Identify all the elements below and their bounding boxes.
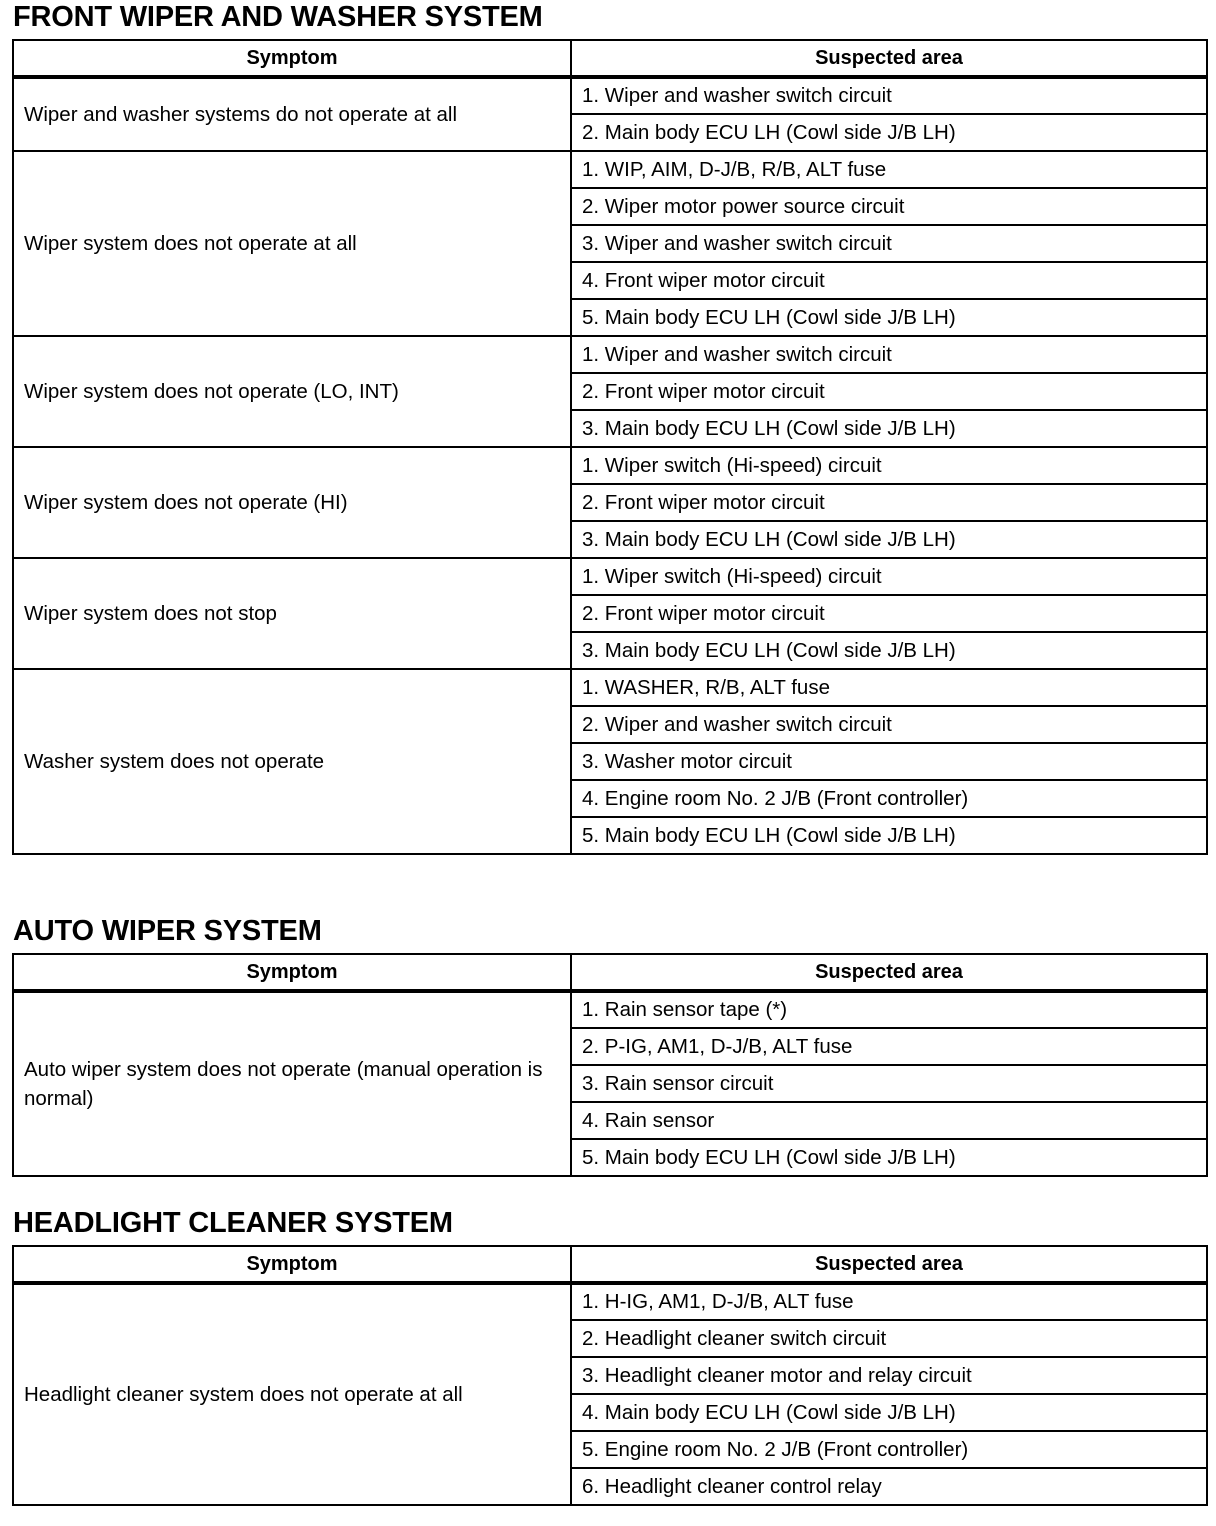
suspected-area-cell: 1. WIP, AIM, D-J/B, R/B, ALT fuse (571, 151, 1207, 188)
front-wiper-table (12, 39, 1208, 855)
suspected-area-cell: 2. Headlight cleaner switch circuit (571, 1320, 1207, 1357)
section-title-front-wiper: FRONT WIPER AND WASHER SYSTEM (13, 1, 543, 33)
suspected-area-cell: 3. Washer motor circuit (571, 743, 1207, 780)
suspected-area-cell: 1. Wiper switch (Hi-speed) circuit (571, 558, 1207, 595)
suspected-area-cell: 3. Rain sensor circuit (571, 1065, 1207, 1102)
suspected-area-cell: 3. Headlight cleaner motor and relay circuit (571, 1357, 1207, 1394)
suspected-area-cell: 3. Wiper and washer switch circuit (571, 225, 1207, 262)
suspected-area-header: Suspected area (571, 1246, 1207, 1283)
table-row (13, 669, 1207, 706)
suspected-area-cell: 6. Headlight cleaner control relay (571, 1468, 1207, 1505)
suspected-area-cell: 1. Rain sensor tape (*) (571, 991, 1207, 1028)
suspected-area-cell: 3. Main body ECU LH (Cowl side J/B LH) (571, 632, 1207, 669)
suspected-area-header: Suspected area (571, 954, 1207, 991)
headlight-cleaner-table (12, 1245, 1208, 1506)
suspected-area-cell: 2. P-IG, AM1, D-J/B, ALT fuse (571, 1028, 1207, 1065)
symptom-header: Symptom (13, 1246, 571, 1283)
table-row (13, 151, 1207, 188)
symptom-cell: Headlight cleaner system does not operate at all (13, 1283, 571, 1505)
suspected-area-cell: 5. Main body ECU LH (Cowl side J/B LH) (571, 1139, 1207, 1176)
section-title-auto-wiper: AUTO WIPER SYSTEM (13, 915, 322, 947)
suspected-area-cell: 4. Engine room No. 2 J/B (Front controller) (571, 780, 1207, 817)
table-header-row (13, 40, 1207, 77)
suspected-area-cell: 1. WASHER, R/B, ALT fuse (571, 669, 1207, 706)
table-row (13, 991, 1207, 1028)
symptom-cell: Wiper and washer systems do not operate at all (13, 77, 571, 151)
suspected-area-cell: 5. Main body ECU LH (Cowl side J/B LH) (571, 299, 1207, 336)
symptom-cell: Washer system does not operate (13, 669, 571, 854)
section-title-headlight-cleaner: HEADLIGHT CLEANER SYSTEM (13, 1207, 453, 1239)
table-row (13, 77, 1207, 114)
symptom-cell: Wiper system does not stop (13, 558, 571, 669)
suspected-area-cell: 2. Main body ECU LH (Cowl side J/B LH) (571, 114, 1207, 151)
table-row (13, 558, 1207, 595)
symptom-cell: Wiper system does not operate at all (13, 151, 571, 336)
suspected-area-cell: 1. Wiper switch (Hi-speed) circuit (571, 447, 1207, 484)
symptom-header: Symptom (13, 40, 571, 77)
suspected-area-cell: 2. Front wiper motor circuit (571, 373, 1207, 410)
suspected-area-cell: 4. Front wiper motor circuit (571, 262, 1207, 299)
suspected-area-cell: 2. Wiper and washer switch circuit (571, 706, 1207, 743)
suspected-area-cell: 4. Rain sensor (571, 1102, 1207, 1139)
symptom-header: Symptom (13, 954, 571, 991)
symptom-cell: Wiper system does not operate (HI) (13, 447, 571, 558)
suspected-area-cell: 3. Main body ECU LH (Cowl side J/B LH) (571, 410, 1207, 447)
suspected-area-cell: 1. H-IG, AM1, D-J/B, ALT fuse (571, 1283, 1207, 1320)
suspected-area-cell: 3. Main body ECU LH (Cowl side J/B LH) (571, 521, 1207, 558)
auto-wiper-table (12, 953, 1208, 1177)
table-row (13, 447, 1207, 484)
suspected-area-cell: 2. Front wiper motor circuit (571, 484, 1207, 521)
suspected-area-cell: 5. Engine room No. 2 J/B (Front controller) (571, 1431, 1207, 1468)
suspected-area-cell: 4. Main body ECU LH (Cowl side J/B LH) (571, 1394, 1207, 1431)
suspected-area-cell: 1. Wiper and washer switch circuit (571, 336, 1207, 373)
table-row (13, 1283, 1207, 1320)
table-row (13, 336, 1207, 373)
suspected-area-cell: 2. Front wiper motor circuit (571, 595, 1207, 632)
suspected-area-cell: 5. Main body ECU LH (Cowl side J/B LH) (571, 817, 1207, 854)
suspected-area-header: Suspected area (571, 40, 1207, 77)
suspected-area-cell: 1. Wiper and washer switch circuit (571, 77, 1207, 114)
symptom-cell: Wiper system does not operate (LO, INT) (13, 336, 571, 447)
table-header-row (13, 954, 1207, 991)
symptom-cell: Auto wiper system does not operate (manual operation is normal) (13, 991, 571, 1176)
table-header-row (13, 1246, 1207, 1283)
suspected-area-cell: 2. Wiper motor power source circuit (571, 188, 1207, 225)
